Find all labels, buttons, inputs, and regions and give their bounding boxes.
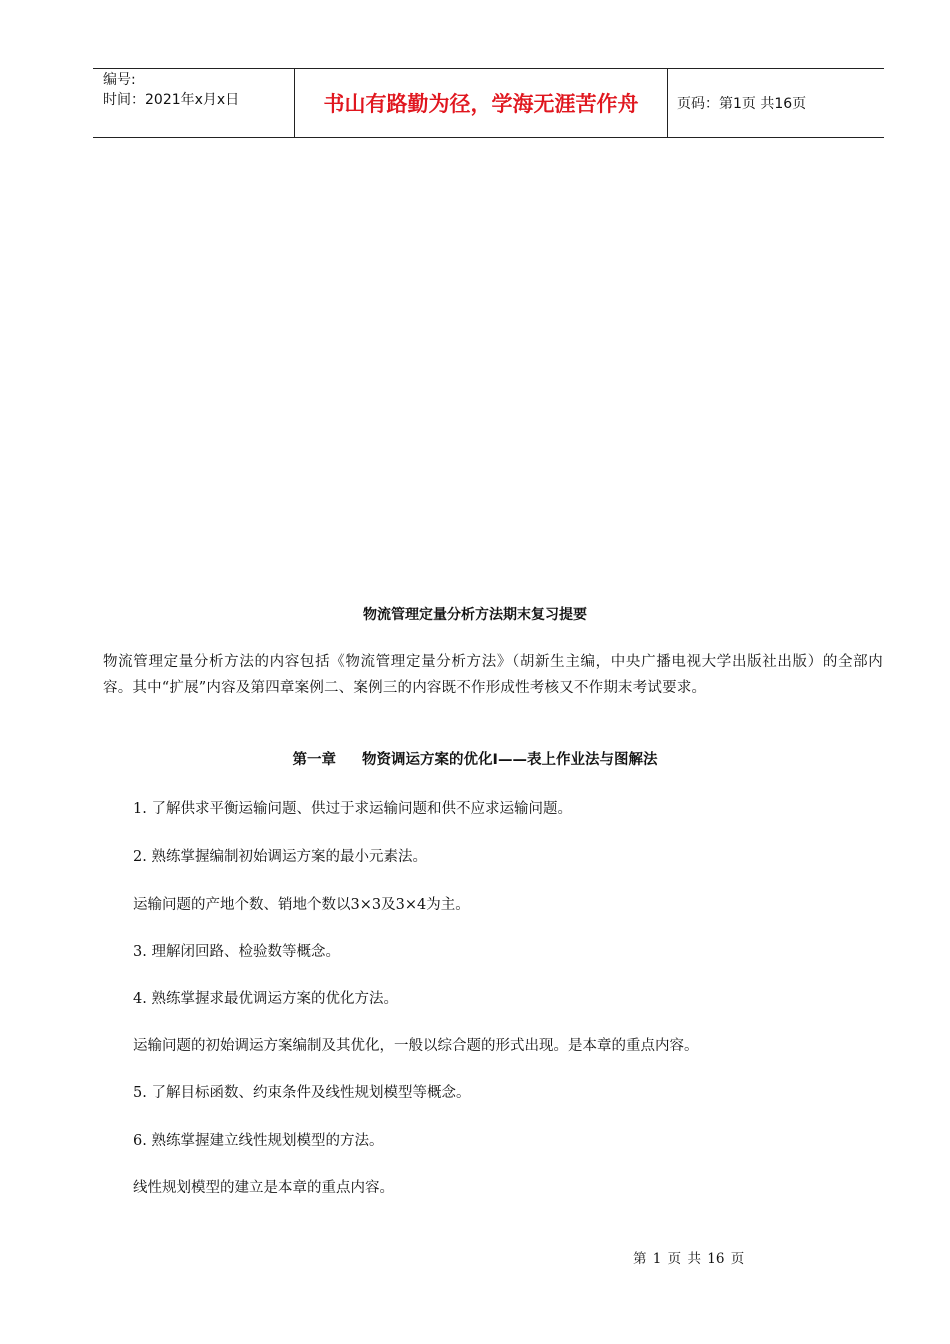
document-title: 物流管理定量分析方法期末复习提要: [363, 607, 587, 623]
motto-text: 书山有路勤为径，学海无涯苦作舟: [323, 92, 639, 116]
header-page-cell: [668, 69, 884, 137]
chapter-heading: [0, 748, 950, 769]
page-info-text: 页码：第1页 共16页: [677, 96, 807, 112]
page-footer: 第 1 页 共 16 页: [633, 1251, 745, 1267]
list-item: 5. 了解目标函数、约束条件及线性规划模型等概念。: [133, 1085, 471, 1101]
intro-paragraph: 物流管理定量分析方法的内容包括《物流管理定量分析方法》（胡新生主编，中央广播电视大学出版社出版）的全部内容。其中“扩展”内容及第四章案例二、案例三的内容既不作形成性考核又不作期末考试要求。: [103, 654, 883, 696]
list-item: 3. 理解闭回路、检验数等概念。: [133, 944, 340, 960]
list-item: 1. 了解供求平衡运输问题、供过于求运输问题和供不应求运输问题。: [133, 801, 572, 817]
document-number-label: 编号:: [103, 72, 136, 88]
list-item: 运输问题的产地个数、销地个数以3×3及3×4为主。: [133, 897, 470, 913]
list-item: 2. 熟练掌握编制初始调运方案的最小元素法。: [133, 849, 427, 865]
list-item: 4. 熟练掌握求最优调运方案的优化方法。: [133, 991, 398, 1007]
document-time-label: 时间：2021年x月x日: [103, 92, 240, 108]
chapter-number: 第一章: [292, 752, 337, 768]
header-meta-cell: [93, 69, 295, 137]
chapter-title: 物资调运方案的优化Ⅰ——表上作业法与图解法: [362, 752, 658, 768]
list-item: 运输问题的初始调运方案编制及其优化，一般以综合题的形式出现。是本章的重点内容。: [133, 1038, 699, 1054]
list-item: 线性规划模型的建立是本章的重点内容。: [133, 1180, 394, 1196]
header-table: [93, 68, 884, 138]
header-motto-cell: [295, 69, 668, 137]
list-item: 6. 熟练掌握建立线性规划模型的方法。: [133, 1133, 384, 1149]
